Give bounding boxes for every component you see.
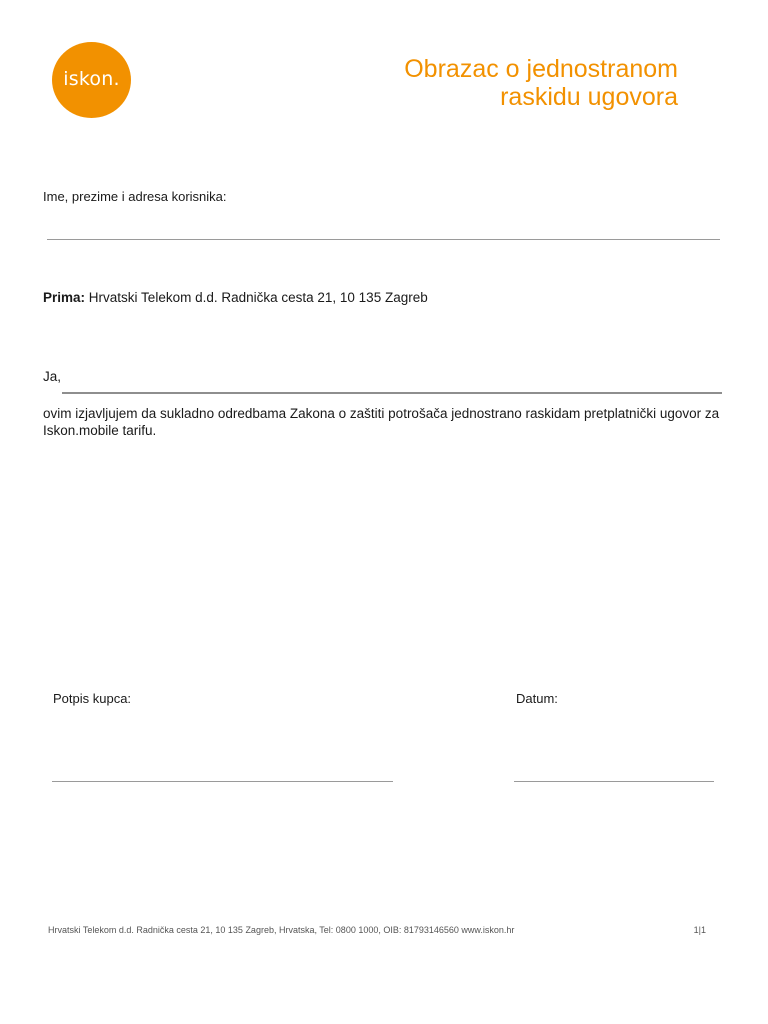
name-field-line[interactable] <box>62 392 722 394</box>
name-address-field-line[interactable] <box>47 239 720 240</box>
document-title <box>404 55 678 111</box>
signature-label: Potpis kupca: <box>53 691 132 706</box>
signature-field-line[interactable] <box>52 781 393 782</box>
title-line-1: Obrazac o jednostranom <box>404 55 678 83</box>
recipient-value: Hrvatski Telekom d.d. Radnička cesta 21, 10 135 Zagreb <box>88 290 428 305</box>
declaration-text: ovim izjavljujem da sukladno odredbama Zakona o zaštiti potrošača jednostrano raskidam pretplatnički ugovor za Iskon.mobile tarifu. <box>43 406 720 438</box>
footer-text: Hrvatski Telekom d.d. Radnička cesta 21, 10 135 Zagreb, Hrvatska, Tel: 0800 1000, OIB: 81793146560 www.iskon.hr <box>48 925 515 935</box>
recipient-line <box>43 290 428 305</box>
ja-label: Ja, <box>43 369 62 384</box>
page-number: 1|1 <box>693 925 706 935</box>
recipient-label: Prima: <box>43 290 86 305</box>
date-label: Datum: <box>516 691 558 706</box>
name-address-label: Ime, prezime i adresa korisnika: <box>43 189 227 204</box>
iskon-logo <box>52 42 131 118</box>
title-line-2: raskidu ugovora <box>500 83 678 111</box>
date-field-line[interactable] <box>514 781 714 782</box>
logo-text: iskon. <box>63 68 120 90</box>
